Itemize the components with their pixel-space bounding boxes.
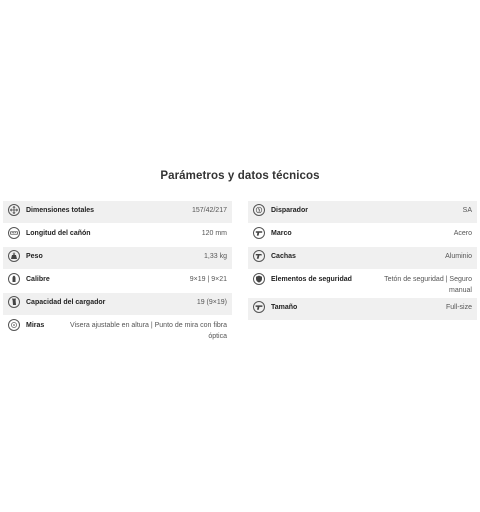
spec-label: Dimensiones totales <box>26 207 95 214</box>
spec-value: 19 (9×19) <box>196 299 227 306</box>
spec-value: Visera ajustable en altura | Punto de mira con fibra óptica <box>70 322 227 340</box>
spec-label: Longitud del cañón <box>26 230 91 237</box>
bullet-icon <box>8 273 20 285</box>
spec-row-frame <box>248 224 477 246</box>
spec-row-caliber <box>3 270 232 292</box>
sight-icon <box>8 319 20 331</box>
spec-value: 9×19 | 9×21 <box>189 276 227 283</box>
spec-row-grips <box>248 247 477 269</box>
spec-label: Cachas <box>271 253 296 260</box>
spec-row-size <box>248 298 477 320</box>
pistol-icon <box>253 301 265 313</box>
spec-value: Tetón de seguridad | Seguro manual <box>384 276 472 294</box>
spec-row-sights <box>3 316 232 343</box>
spec-value: Aluminio <box>445 253 472 260</box>
frame-icon <box>253 227 265 239</box>
spec-label: Disparador <box>271 207 308 214</box>
spec-row-safety <box>248 270 477 297</box>
spec-row-weight <box>3 247 232 269</box>
spec-label: Capacidad del cargador <box>26 299 106 306</box>
shield-icon <box>253 273 265 285</box>
spec-row-trigger <box>248 201 477 223</box>
spec-label: Peso <box>26 253 43 260</box>
spec-value: Acero <box>453 230 472 237</box>
weight-icon <box>8 250 20 262</box>
spec-row-magazine <box>3 293 232 315</box>
spec-row-dimensions <box>3 201 232 223</box>
spec-label: Tamaño <box>271 304 298 311</box>
spec-label: Marco <box>271 230 292 237</box>
specs-left-column <box>3 201 232 344</box>
spec-value: 157/42/217 <box>191 207 227 214</box>
section-title: Parámetros y datos técnicos <box>160 170 320 182</box>
ruler-icon <box>8 227 20 239</box>
spec-value: 1,33 kg <box>204 253 227 260</box>
spec-label: Calibre <box>26 276 50 283</box>
spec-label: Miras <box>26 322 45 329</box>
specs-right-column <box>248 201 477 321</box>
spec-value: Full-size <box>445 304 472 311</box>
spec-label: Elementos de seguridad <box>271 276 352 283</box>
trigger-icon <box>253 204 265 216</box>
grip-icon <box>253 250 265 262</box>
spec-row-barrel-length <box>3 224 232 246</box>
spec-value: 120 mm <box>201 230 227 237</box>
spec-value: SA <box>462 207 472 214</box>
dimensions-icon <box>8 204 20 216</box>
magazine-icon <box>8 296 20 308</box>
